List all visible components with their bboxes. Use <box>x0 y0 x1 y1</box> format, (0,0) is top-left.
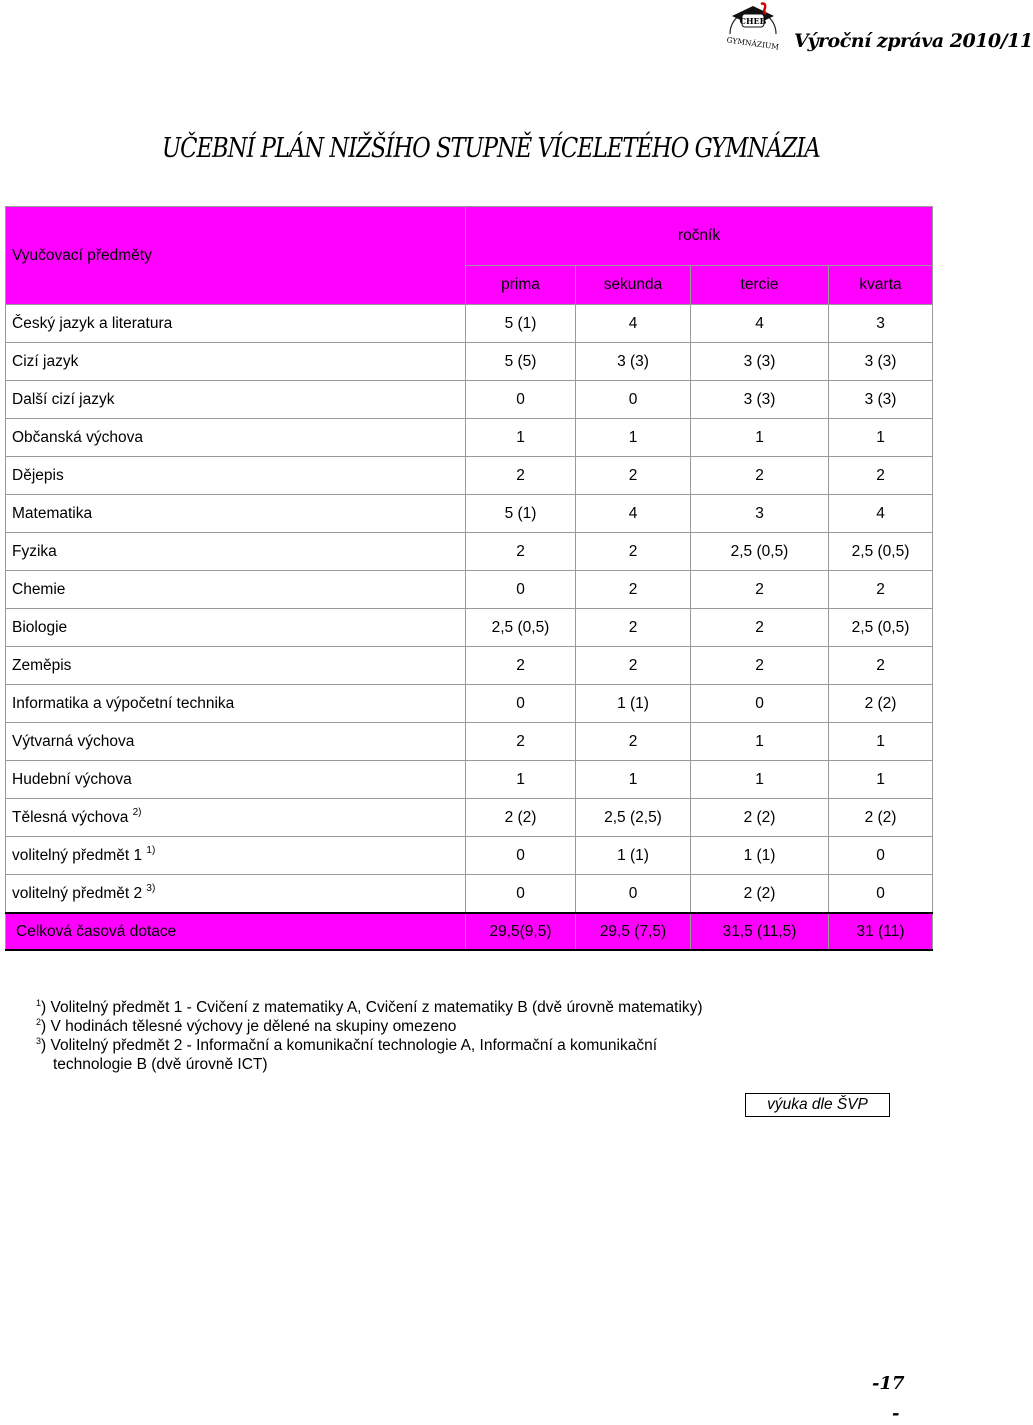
hours-cell: 2 (2) <box>829 685 933 723</box>
hours-cell: 3 <box>691 495 829 533</box>
hours-cell: 1 <box>466 761 576 799</box>
grade-group-header: ročník <box>466 207 933 266</box>
total-cell: 29,5 (7,5) <box>576 913 691 950</box>
hours-cell: 2 (2) <box>829 799 933 837</box>
hours-cell: 2 (2) <box>691 799 829 837</box>
table-row <box>6 495 933 533</box>
column-header: sekunda <box>576 266 691 305</box>
subject-cell <box>6 381 466 419</box>
hours-cell: 1 <box>691 761 829 799</box>
hours-cell: 3 (3) <box>829 381 933 419</box>
table-row <box>6 305 933 343</box>
hours-cell: 2 <box>466 723 576 761</box>
hours-cell: 5 (1) <box>466 495 576 533</box>
subject-label: Biologie <box>12 618 68 636</box>
subject-cell <box>6 723 466 761</box>
school-logo <box>722 2 784 50</box>
subject-cell <box>6 571 466 609</box>
table-row <box>6 533 933 571</box>
subject-label: Matematika <box>12 504 93 522</box>
subject-cell <box>6 647 466 685</box>
subject-label: Informatika a výpočetní technika <box>12 694 235 712</box>
subject-cell <box>6 457 466 495</box>
footnote <box>36 1036 703 1055</box>
table-row <box>6 571 933 609</box>
subject-header: Vyučovací předměty <box>6 207 466 305</box>
subject-label: Český jazyk a literatura <box>12 314 173 332</box>
table-row <box>6 723 933 761</box>
footnote <box>36 998 703 1017</box>
table-row <box>6 381 933 419</box>
hours-cell: 0 <box>466 875 576 914</box>
hours-cell: 1 <box>829 761 933 799</box>
hours-cell: 2 <box>691 647 829 685</box>
footnote-ref: 2) <box>132 806 142 818</box>
column-header: kvarta <box>829 266 933 305</box>
table-row <box>6 419 933 457</box>
table-row <box>6 799 933 837</box>
hours-cell: 0 <box>466 571 576 609</box>
hours-cell: 2 <box>576 533 691 571</box>
hours-cell: 2 <box>829 457 933 495</box>
hours-cell: 4 <box>576 495 691 533</box>
table-row <box>6 875 933 914</box>
subject-label: Zeměpis <box>12 656 72 674</box>
hours-cell: 1 <box>576 761 691 799</box>
column-header: prima <box>466 266 576 305</box>
subject-label: Občanská výchova <box>12 428 143 446</box>
page-number <box>872 1373 905 1424</box>
subject-cell <box>6 685 466 723</box>
subject-label: Tělesná výchova <box>12 808 129 826</box>
footnote-marker: 3 <box>36 1036 42 1046</box>
footnote-marker: 1 <box>36 998 42 1008</box>
hours-cell: 2 <box>576 571 691 609</box>
table-row <box>6 761 933 799</box>
hours-cell: 0 <box>829 837 933 875</box>
hours-cell: 0 <box>466 381 576 419</box>
subject-cell <box>6 609 466 647</box>
subject-label: Další cizí jazyk <box>12 390 115 408</box>
hours-cell: 1 (1) <box>576 837 691 875</box>
subject-label: Cizí jazyk <box>12 352 79 370</box>
hours-cell: 4 <box>576 305 691 343</box>
subject-label: Hudební výchova <box>12 770 132 788</box>
hours-cell: 1 <box>829 723 933 761</box>
hours-cell: 2 <box>576 457 691 495</box>
subject-cell <box>6 799 466 837</box>
hours-cell: 2 <box>829 571 933 609</box>
hours-cell: 1 (1) <box>691 837 829 875</box>
hours-cell: 0 <box>466 837 576 875</box>
page-number-text: -17 <box>872 1373 905 1394</box>
hours-cell: 2 <box>576 647 691 685</box>
subject-cell <box>6 305 466 343</box>
footnote-ref: 3) <box>146 882 156 894</box>
hours-cell: 3 <box>829 305 933 343</box>
footnote-continuation: technologie B (dvě úrovně ICT) <box>53 1056 268 1073</box>
subject-label: volitelný předmět 1 <box>12 846 143 864</box>
table-row <box>6 647 933 685</box>
curriculum-table <box>5 206 933 951</box>
hours-cell: 2 (2) <box>466 799 576 837</box>
hours-cell: 3 (3) <box>829 343 933 381</box>
total-cell: 31,5 (11,5) <box>691 913 829 950</box>
total-cell: 29,5(9,5) <box>466 913 576 950</box>
hours-cell: 2,5 (2,5) <box>576 799 691 837</box>
logo-text-bottom: GYMNÁZIUM <box>726 35 780 52</box>
hours-cell: 2 <box>576 609 691 647</box>
hours-cell: 2,5 (0,5) <box>466 609 576 647</box>
hours-cell: 1 <box>466 419 576 457</box>
subject-cell <box>6 419 466 457</box>
hours-cell: 1 <box>829 419 933 457</box>
hours-cell: 2 <box>466 457 576 495</box>
subject-label: volitelný předmět 2 <box>12 884 143 902</box>
table-row <box>6 343 933 381</box>
hours-cell: 0 <box>576 875 691 914</box>
page-title: UČEBNÍ PLÁN NIŽŠÍHO STUPNĚ VÍCELETÉHO GYMNÁZIA <box>162 133 820 164</box>
hours-cell: 3 (3) <box>691 381 829 419</box>
total-cell: 31 (11) <box>829 913 933 950</box>
subject-label: Chemie <box>12 580 66 598</box>
hours-cell: 4 <box>691 305 829 343</box>
footnote-marker: 2 <box>36 1017 42 1027</box>
hours-cell: 1 (1) <box>576 685 691 723</box>
subject-cell <box>6 495 466 533</box>
hours-cell: 0 <box>829 875 933 914</box>
page-number-trail: - <box>892 1403 900 1424</box>
table-row <box>6 685 933 723</box>
hours-cell: 2 <box>829 647 933 685</box>
subject-label: Fyzika <box>12 542 57 560</box>
subject-cell <box>6 343 466 381</box>
subject-cell <box>6 837 466 875</box>
footnote-text: ) V hodinách tělesné výchovy je dělené na skupiny omezeno <box>41 1018 457 1035</box>
footnote-text: ) Volitelný předmět 2 - Informační a komunikační technologie A, Informační a komunikační <box>41 1037 658 1054</box>
subject-cell <box>6 761 466 799</box>
hours-cell: 1 <box>691 723 829 761</box>
subject-cell <box>6 533 466 571</box>
hours-cell: 3 (3) <box>691 343 829 381</box>
hours-cell: 2,5 (0,5) <box>829 609 933 647</box>
column-header: tercie <box>691 266 829 305</box>
hours-cell: 0 <box>466 685 576 723</box>
hours-cell: 5 (5) <box>466 343 576 381</box>
hours-cell: 0 <box>691 685 829 723</box>
hours-cell: 2 <box>466 647 576 685</box>
footnote <box>36 1017 703 1036</box>
logo-text-top: CHEB <box>739 16 767 26</box>
table-row <box>6 837 933 875</box>
hours-cell: 2 <box>691 457 829 495</box>
total-label: Celková časová dotace <box>6 913 466 950</box>
hours-cell: 2,5 (0,5) <box>691 533 829 571</box>
hours-cell: 2 (2) <box>691 875 829 914</box>
hours-cell: 3 (3) <box>576 343 691 381</box>
subject-label: Výtvarná výchova <box>12 732 135 750</box>
report-title: Výroční zpráva 2010/11 <box>794 30 1033 52</box>
footnote-ref: 1) <box>146 844 156 856</box>
hours-cell: 0 <box>576 381 691 419</box>
total-row <box>6 913 933 950</box>
hours-cell: 2 <box>466 533 576 571</box>
hours-cell: 1 <box>691 419 829 457</box>
hours-cell: 2 <box>691 571 829 609</box>
table-row <box>6 609 933 647</box>
subject-label: Dějepis <box>12 466 64 484</box>
table-row <box>6 457 933 495</box>
hours-cell: 5 (1) <box>466 305 576 343</box>
hours-cell: 4 <box>829 495 933 533</box>
footnote-text: ) Volitelný předmět 1 - Cvičení z matematiky A, Cvičení z matematiky B (dvě úrovně matematiky) <box>41 999 703 1016</box>
svp-badge: výuka dle ŠVP <box>745 1093 890 1117</box>
hours-cell: 2,5 (0,5) <box>829 533 933 571</box>
hours-cell: 1 <box>576 419 691 457</box>
footnotes <box>36 998 703 1074</box>
subject-cell <box>6 875 466 914</box>
hours-cell: 2 <box>691 609 829 647</box>
hours-cell: 2 <box>576 723 691 761</box>
header-row-group <box>6 207 933 266</box>
